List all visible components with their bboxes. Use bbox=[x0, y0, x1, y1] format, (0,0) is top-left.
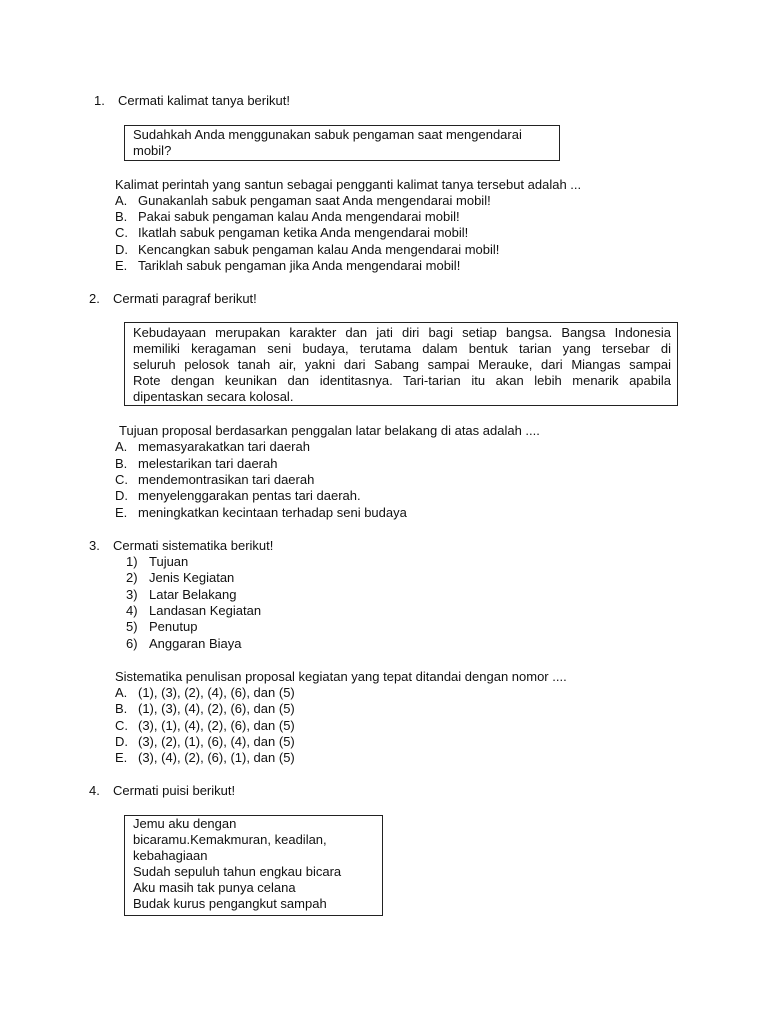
question-3-prompt: Cermati sistematika berikut! bbox=[113, 538, 274, 553]
option-letter: B. bbox=[115, 456, 128, 471]
item-text: Latar Belakang bbox=[149, 587, 237, 602]
option-letter: D. bbox=[115, 734, 128, 749]
option-text: meningkatkan kecintaan terhadap seni budaya bbox=[138, 505, 407, 520]
question-2-paragraph-box bbox=[124, 322, 678, 406]
option-text: Tariklah sabuk pengaman jika Anda mengendarai mobil! bbox=[138, 258, 461, 273]
option-text: memasyarakatkan tari daerah bbox=[138, 439, 310, 454]
option-text: (1), (3), (4), (2), (6), dan (5) bbox=[138, 701, 295, 716]
quote-line: mobil? bbox=[133, 143, 172, 158]
option-text: (1), (3), (2), (4), (6), dan (5) bbox=[138, 685, 295, 700]
item-text: Anggaran Biaya bbox=[149, 636, 242, 651]
question-2-stem: Tujuan proposal berdasarkan penggalan latar belakang di atas adalah .... bbox=[119, 423, 540, 438]
item-text: Tujuan bbox=[149, 554, 189, 569]
option-text: (3), (4), (2), (6), (1), dan (5) bbox=[138, 750, 295, 765]
question-4-number: 4. bbox=[89, 783, 100, 798]
option-letter: C. bbox=[115, 225, 128, 240]
option-letter: E. bbox=[115, 258, 128, 273]
option-letter: D. bbox=[115, 242, 128, 257]
question-3-stem: Sistematika penulisan proposal kegiatan yang tepat ditandai dengan nomor .... bbox=[115, 669, 567, 684]
poem-line: Jemu aku dengan bbox=[133, 816, 237, 831]
question-4-poem-box bbox=[124, 815, 383, 916]
item-number: 4) bbox=[126, 603, 138, 618]
poem-line: Budak kurus pengangkut sampah bbox=[133, 896, 327, 911]
item-number: 6) bbox=[126, 636, 138, 651]
option-letter: E. bbox=[115, 505, 128, 520]
poem-line: Sudah sepuluh tahun engkau bicara bbox=[133, 864, 342, 879]
item-text: Penutup bbox=[149, 619, 198, 634]
item-number: 5) bbox=[126, 619, 138, 634]
paragraph-line: memiliki keragaman seni budaya, terutama dalam bentuk tarian yang tersebar di bbox=[133, 341, 671, 356]
option-letter: D. bbox=[115, 488, 128, 503]
question-1-stem: Kalimat perintah yang santun sebagai pengganti kalimat tanya tersebut adalah ... bbox=[115, 177, 582, 192]
option-text: Pakai sabuk pengaman kalau Anda mengendarai mobil! bbox=[138, 209, 460, 224]
option-text: menyelenggarakan pentas tari daerah. bbox=[138, 488, 361, 503]
poem-line: kebahagiaan bbox=[133, 848, 208, 863]
question-1-quote-box bbox=[124, 125, 560, 161]
question-4-prompt: Cermati puisi berikut! bbox=[113, 783, 236, 798]
item-text: Jenis Kegiatan bbox=[149, 570, 235, 585]
option-letter: C. bbox=[115, 472, 128, 487]
option-letter: B. bbox=[115, 701, 128, 716]
question-2-prompt: Cermati paragraf berikut! bbox=[113, 291, 257, 306]
question-3-number: 3. bbox=[89, 538, 100, 553]
option-letter: A. bbox=[115, 439, 128, 454]
option-text: (3), (2), (1), (6), (4), dan (5) bbox=[138, 734, 295, 749]
option-text: melestarikan tari daerah bbox=[138, 456, 278, 471]
option-text: (3), (1), (4), (2), (6), dan (5) bbox=[138, 718, 295, 733]
paragraph-line: seluruh pelosok tanah air, yakni dari Sabang sampai Merauke, dari Miangas sampai bbox=[133, 357, 671, 372]
option-letter: C. bbox=[115, 718, 128, 733]
paragraph-line: Kebudayaan merupakan karakter dan jati diri bagi setiap bangsa. Bangsa Indonesia bbox=[133, 325, 671, 340]
option-letter: E. bbox=[115, 750, 128, 765]
quote-line: Sudahkah Anda menggunakan sabuk pengaman saat mengendarai bbox=[133, 127, 522, 142]
option-letter: B. bbox=[115, 209, 128, 224]
paragraph-line: Rote dengan keunikan dan identitasnya. Tari-tarian itu akan lebih menarik apabila bbox=[133, 373, 671, 388]
item-number: 1) bbox=[126, 554, 138, 569]
option-letter: A. bbox=[115, 685, 128, 700]
option-letter: A. bbox=[115, 193, 128, 208]
poem-line: bicaramu.Kemakmuran, keadilan, bbox=[133, 832, 327, 847]
option-text: Kencangkan sabuk pengaman kalau Anda mengendarai mobil! bbox=[138, 242, 500, 257]
question-1-number: 1. bbox=[94, 93, 105, 108]
paragraph-line: dipentaskan secara kolosal. bbox=[133, 389, 294, 404]
question-1-prompt: Cermati kalimat tanya berikut! bbox=[118, 93, 290, 108]
item-number: 2) bbox=[126, 570, 138, 585]
option-text: mendemontrasikan tari daerah bbox=[138, 472, 315, 487]
item-number: 3) bbox=[126, 587, 138, 602]
item-text: Landasan Kegiatan bbox=[149, 603, 262, 618]
poem-line: Aku masih tak punya celana bbox=[133, 880, 296, 895]
option-text: Gunakanlah sabuk pengaman saat Anda mengendarai mobil! bbox=[138, 193, 491, 208]
option-text: Ikatlah sabuk pengaman ketika Anda mengendarai mobil! bbox=[138, 225, 469, 240]
question-2-number: 2. bbox=[89, 291, 100, 306]
